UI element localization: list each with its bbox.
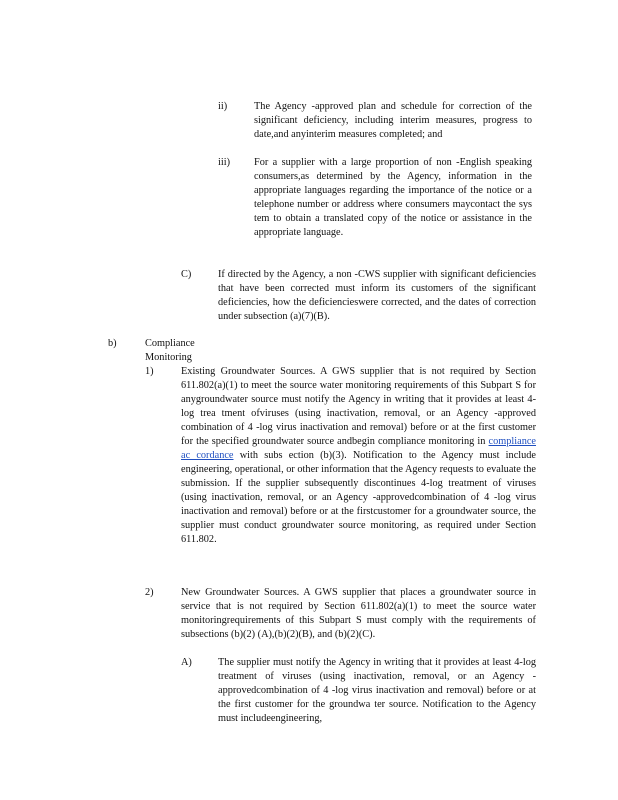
item-text-part: with subs ection (b)(3). Notification to the Agency must include engineering, operational, or other information that the Agency requests to evaluate the submission. If the supplier subsequently discontinues 4-log treatment of viruses (using inactivation, removal, or an Agency -approvedcombination of 4 -log virus inactivation and removal) before or at the firstcustomer for a groundwater source, the supplier must conduct groundwater source monitoring, as required under Section 611.802. [181,450,536,545]
item-label: C) [181,269,192,280]
item-text: The Agency -approved plan and schedule for correction of the significant deficiency, including interim measures, progress to date,and anyinterim measures completed; and [254,101,532,140]
item-label: iii) [218,157,231,168]
section-heading: Compliance Monitoring [145,338,195,363]
compliance-link[interactable]: compliance ac cordance [181,436,537,461]
item-label: 2) [145,587,154,598]
section-label: b) [108,338,117,349]
item-text: New Groundwater Sources. A GWS supplier that places a groundwater source in service that is not required by Section 611.802(a)(1) to meet the source water monitoringrequirements of this Subpart S must comply with the requirements of subsections (b)(2) (A),(b)(2)(B), and (b)(2)(C). [181,587,536,640]
item-text: The supplier must notify the Agency in writing that it provides at least 4-log treatment of viruses (using inactivation, removal, or an Agency -approvedcombination of 4 -log virus inactivation and removal) before or at the first customer for the groundwa ter source. Notification to the Agency must includeengineering, [218,657,536,724]
item-text: If directed by the Agency, a non -CWS supplier with significant deficiencies that have been corrected must inform its customers of the significant deficiencies, how the deficiencieswere corrected, and the dates of correction under subsection (a)(7)(B). [218,269,536,322]
item-label: A) [181,657,192,668]
item-text [181,365,536,547]
item-label: ii) [218,101,228,112]
item-text: For a supplier with a large proportion of non -English speaking consumers,as determined by the Agency, information in the appropriate languages regarding the importance of the notice or a telephone number or address where consumers maycontact the sys tem to obtain a translated copy of the notice or assistance in the appropriate language. [254,157,532,238]
item-text-part: Existing Groundwater Sources. A GWS supplier that is not required by Section 611.802(a)(1) to meet the source water monitoring requirements of this Subpart S for anygroundwater source must notify the Agency in writing that it provides at least 4-log trea tment ofviruses (using inactivation, removal, or an Agency -approved combination of 4 -log virus inactivation and removal) before or at the first customer for the specified groundwater source andbegin compliance monitoring in [181,366,536,447]
item-label: 1) [145,366,154,377]
